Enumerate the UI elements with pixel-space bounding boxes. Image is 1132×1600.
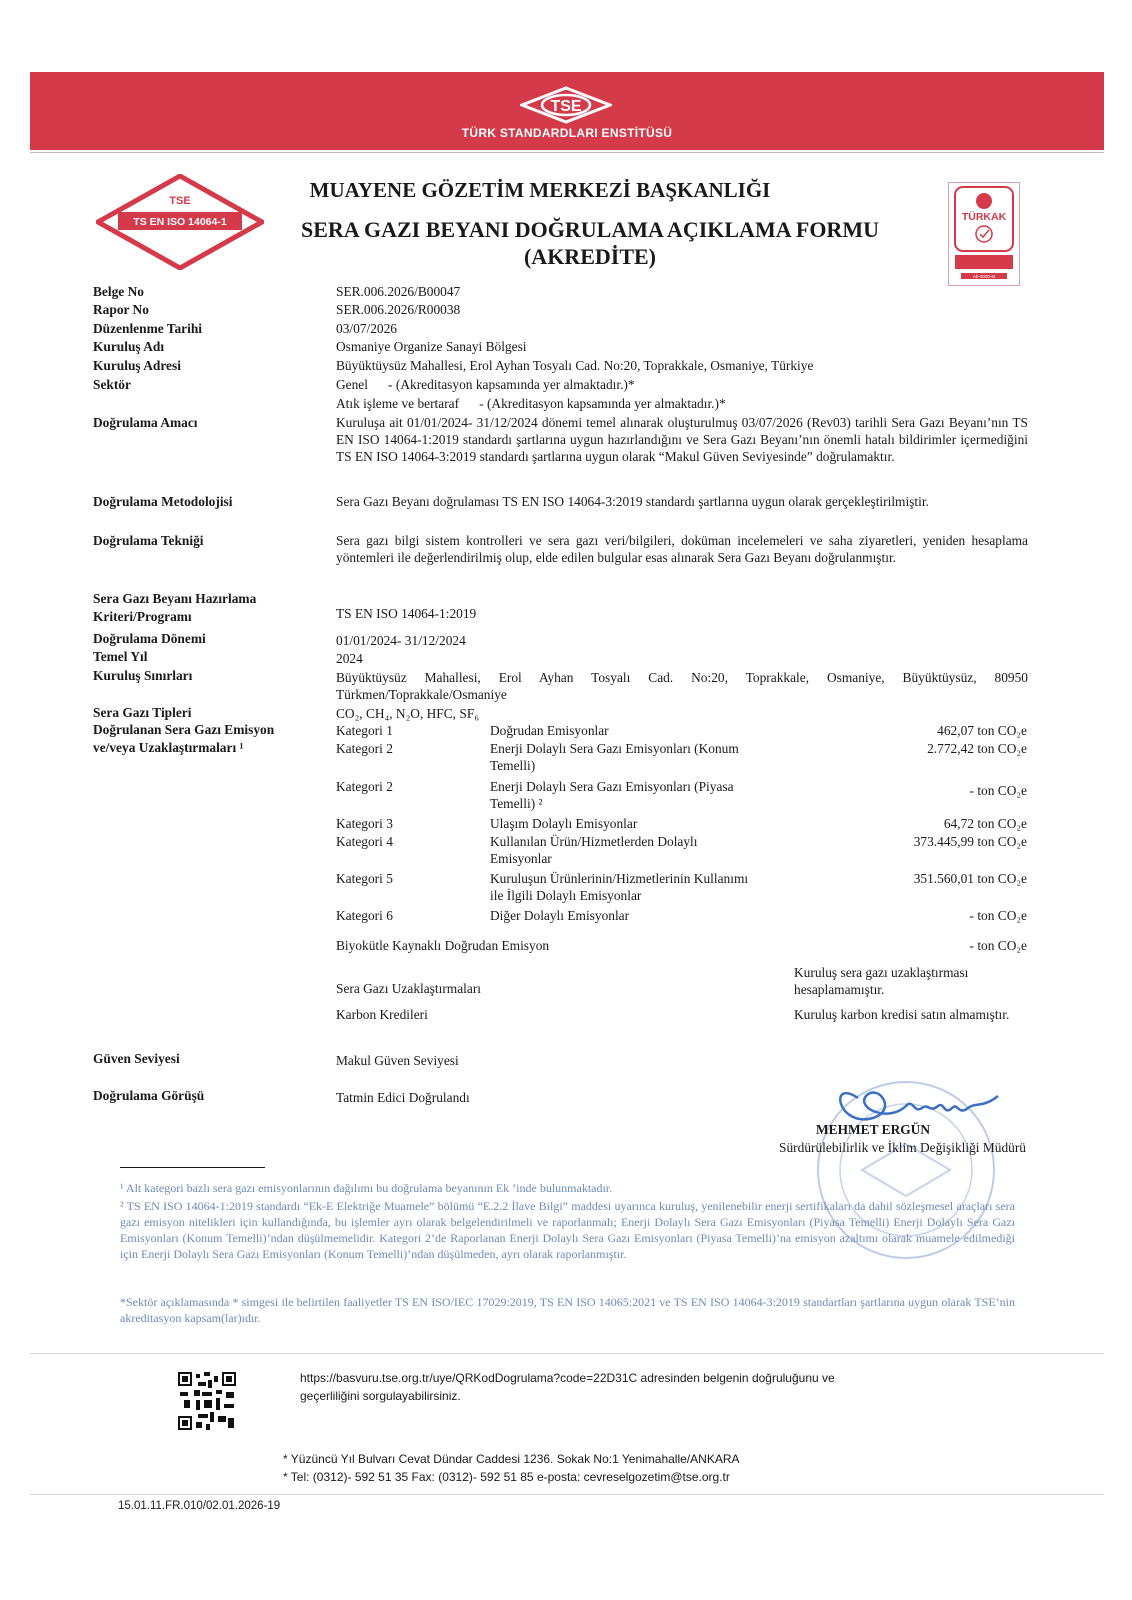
belge-no-value: SER.006.2026/B00047 — [336, 284, 461, 299]
guven-value: Makul Güven Seviyesi — [336, 1053, 459, 1068]
teknik-label: Doğrulama Tekniği — [93, 533, 204, 548]
karbon-label: Karbon Kredileri — [336, 1007, 428, 1022]
belge-no-label: Belge No — [93, 284, 144, 299]
footer-divider-bottom — [30, 1494, 1104, 1495]
gorus-value: Tatmin Edici Doğrulandı — [336, 1090, 470, 1105]
footnote-divider — [120, 1167, 265, 1168]
sektor-line1: Genel - (Akreditasyon kapsamında yer almaktadır.)* — [336, 377, 635, 392]
signatory-title: Sürdürülebilirlik ve İklim Değişikliği Müdürü — [779, 1140, 1026, 1155]
contact-info — [283, 1450, 740, 1486]
category-name: Kategori 3 — [336, 816, 393, 831]
kurulus-adresi-label: Kuruluş Adresi — [93, 358, 181, 373]
uzaklastirma-note: Kuruluş sera gazı uzaklaştırması hesaplamamıştır. — [794, 965, 969, 997]
kurulus-adresi-value: Büyüktüysüz Mahallesi, Erol Ayhan Tosyalı Cad. No:20, Toprakkale, Osmaniye, Türkiye — [336, 358, 814, 373]
footnote-1: ¹ Alt kategori bazlı sera gazı emisyonlarının dağılımı bu doğrulama beyanının Ek ’inde bulunmaktadır. — [120, 1181, 613, 1195]
duzenlenme-label: Düzenlenme Tarihi — [93, 321, 202, 336]
qr-code-icon[interactable] — [178, 1372, 236, 1430]
sinirlar-value: Büyüktüysüz Mahallesi, Erol Ayhan Tosyalı Cad. No:20, Toprakkale, Osmaniye, Büyüktüysüz, 80950 Türkmen/Toprakkale/Osmaniye — [336, 670, 1028, 702]
category-desc: Kullanılan Ürün/Hizmetlerden Dolaylı Emisyonlar — [490, 834, 698, 866]
uzaklastirma-label: Sera Gazı Uzaklaştırmaları — [336, 981, 481, 996]
kriter-label-2: Kriteri/Programı — [93, 609, 192, 624]
karbon-note: Kuruluş karbon kredisi satın almamıştır. — [794, 1007, 1010, 1022]
donem-label: Doğrulama Dönemi — [93, 631, 206, 646]
tel-line: * Tel: (0312)- 592 51 35 Fax: (0312)- 592 51 85 e-posta: cevreselgozetim@tse.org.tr — [283, 1470, 730, 1484]
metodoloji-label: Doğrulama Metodolojisi — [93, 494, 233, 509]
emisyon-label-1: Doğrulanan Sera Gazı Emisyon — [93, 722, 275, 737]
amac-value: Kuruluşa ait 01/01/2024- 31/12/2024 dönemi temel alınarak oluşturulmuş 03/07/2026 (Rev03) tarihli Sera Gazı Beyanı’nın TS EN ISO 14064-1:2019 standardı şartlarına uygun hazırlandığını ve Sera Gazı Beyanı’nın önemli hatalı bildirimler içermediğini TS EN ISO 14064-3:2019 standardı şartlarına uygun olarak “Makul Güven Seviyesinde” doğrulamaktır. — [336, 415, 1028, 464]
category-amount: 351.560,01 ton CO₂e — [913, 871, 1027, 886]
qr-line-2: geçerliliğini sorgulayabilirsiniz. — [300, 1389, 461, 1403]
turkak-badge — [948, 182, 1020, 286]
tse-logo-text: TSE — [550, 98, 582, 115]
institute-name: TÜRK STANDARDLARI ENSTİTÜSÜ — [461, 126, 673, 140]
category-amount: - ton CO₂e — [969, 908, 1027, 923]
iso-badge-top: TSE — [169, 195, 191, 207]
category-desc: Diğer Dolaylı Emisyonlar — [490, 908, 630, 923]
turkak-logo-icon — [949, 183, 1019, 285]
form-title-line1: SERA GAZI BEYANI DOĞRULAMA AÇIKLAMA FORMU — [301, 217, 879, 242]
category-name: Kategori 5 — [336, 871, 393, 886]
biyokutle-amount: - ton CO₂e — [969, 938, 1027, 953]
turkak-code: Ab-0000-M — [972, 274, 996, 279]
kriter-value: TS EN ISO 14064-1:2019 — [336, 606, 477, 621]
qr-verification-text — [300, 1369, 835, 1405]
form-code: 15.01.11.FR.010/02.01.2026-19 — [118, 1500, 281, 1512]
teknik-value: Sera gazı bilgi sistem kontrolleri ve sera gazı veri/bilgileri, doküman incelemeleri ve saha ziyaretleri, yeniden hesaplama yöntemleri ile değerlendirilmiş olup, elde edilen bulgular esas alınarak Sera Gazı Beyanı doğrulanmıştır. — [336, 533, 1028, 565]
turkak-text: TÜRKAK — [961, 211, 1007, 223]
category-desc: Enerji Dolaylı Sera Gazı Emisyonları (Piyasa Temelli) ² — [490, 779, 734, 811]
tipler-label: Sera Gazı Tipleri — [93, 705, 192, 720]
guven-label: Güven Seviyesi — [93, 1051, 180, 1066]
amac-label: Doğrulama Amacı — [93, 415, 198, 430]
rapor-no-label: Rapor No — [93, 302, 149, 317]
category-desc: Doğrudan Emisyonlar — [490, 723, 609, 738]
address-line: * Yüzüncü Yıl Bulvarı Cevat Dündar Caddesi 1236. Sokak No:1 Yenimahalle/ANKARA — [283, 1452, 740, 1466]
category-amount: - ton CO₂e — [969, 783, 1027, 798]
category-desc: Ulaşım Dolaylı Emisyonlar — [490, 816, 638, 831]
duzenlenme-value: 03/07/2026 — [336, 321, 398, 336]
tipler-value: CO₂, CH₄, N₂O, HFC, SF₆ — [336, 706, 479, 721]
category-name: Kategori 2 — [336, 741, 393, 756]
kurulus-adi-label: Kuruluş Adı — [93, 339, 165, 354]
page-title: MUAYENE GÖZETİM MERKEZİ BAŞKANLIĞI — [309, 178, 771, 202]
iso-badge-text: TS EN ISO 14064-1 — [133, 216, 227, 228]
sektor-label: Sektör — [93, 377, 131, 392]
category-amount: 373.445,99 ton CO₂e — [913, 834, 1027, 849]
footnote-3: *Sektör açıklamasında * simgesi ile belirtilen faaliyetler TS EN ISO/IEC 17029:2019, TS EN ISO 14065:2021 ve TS EN ISO 14064-3:2019 standartları şartlarına uygun olarak TSE’nin akreditasyon kapsam(lar)ıdır. — [120, 1295, 1015, 1325]
kriter-label-1: Sera Gazı Beyanı Hazırlama — [93, 591, 257, 606]
category-name: Kategori 1 — [336, 723, 393, 738]
signatory-name — [700, 1122, 1006, 1138]
biyokutle-label: Biyokütle Kaynaklı Doğrudan Emisyon — [336, 938, 550, 953]
category-desc: Enerji Dolaylı Sera Gazı Emisyonları (Konum Temelli) — [490, 741, 739, 773]
category-name: Kategori 6 — [336, 908, 393, 923]
form-title-line2: (AKREDİTE) — [523, 244, 656, 269]
iso-14064-badge-icon — [96, 174, 264, 270]
rapor-no-value: SER.006.2026/R00038 — [336, 302, 461, 317]
category-amount: 462,07 ton CO₂e — [937, 723, 1027, 738]
sektor-line2: Atık işleme ve bertaraf - (Akreditasyon kapsamında yer almaktadır.)* — [336, 396, 726, 411]
emisyon-label-2: ve/veya Uzaklaştırmaları ¹ — [93, 740, 244, 755]
kurulus-adi-value: Osmaniye Organize Sanayi Bölgesi — [336, 339, 527, 354]
signatory-name-text: MEHMET ERGÜN — [816, 1122, 930, 1137]
gorus-label: Doğrulama Görüşü — [93, 1088, 205, 1103]
form-title — [260, 216, 920, 270]
footer-divider-top — [30, 1353, 1104, 1354]
footnote-2: ² TS EN ISO 14064-1:2019 standardı “Ek-E Elektriğe Muamele” bölümü “E.2.2 İlave Bilgi” maddesi uyarınca kuruluş, yenilenebilir enerji sertifikaları da dahil sözleşmesel araçları sera gazı emisyon nitelikleri için kullandığında, bu işlemler ayrı olarak belgelendirilmeli ve raporlanmalı; Enerji Dolaylı Sera Gazı Emisyonları (Piyasa Temelli) Enerji Dolaylı Sera Gazı Emisyonları (Konum Temelli)’ndan düşülmemelidir. Kategori 2’de Raporlanan Enerji Dolaylı Sera Gazı Emisyonları (Piyasa Temelli)’na emisyon azaltımı olarak muamele edilmediği için Enerji Dolaylı Sera Gazı Emisyonları (Konum Temelli)’ndan düşülmeden, ayrı olarak raporlanmıştır. — [120, 1199, 1015, 1261]
temel-yil-value: 2024 — [336, 651, 363, 666]
category-name: Kategori 2 — [336, 779, 393, 794]
qr-line-1[interactable]: https://basvuru.tse.org.tr/uye/QRKodDogrulama?code=22D31C adresinden belgenin doğruluğunu ve — [300, 1371, 835, 1385]
category-desc: Kuruluşun Ürünlerinin/Hizmetlerinin Kullanımı ile İlgili Dolaylı Emisyonlar — [490, 871, 749, 903]
tse-logo-icon — [520, 86, 612, 124]
donem-value: 01/01/2024- 31/12/2024 — [336, 633, 466, 648]
temel-yil-label: Temel Yıl — [93, 649, 148, 664]
category-amount: 2.772,42 ton CO₂e — [927, 741, 1027, 756]
banner-divider — [30, 152, 1104, 153]
sinirlar-label: Kuruluş Sınırları — [93, 668, 193, 683]
metodoloji-value: Sera Gazı Beyanı doğrulaması TS EN ISO 14064-3:2019 standardı şartlarına uygun olarak gerçekleştirilmiştir. — [336, 494, 929, 509]
category-amount: 64,72 ton CO₂e — [943, 816, 1027, 831]
category-name: Kategori 4 — [336, 834, 393, 849]
